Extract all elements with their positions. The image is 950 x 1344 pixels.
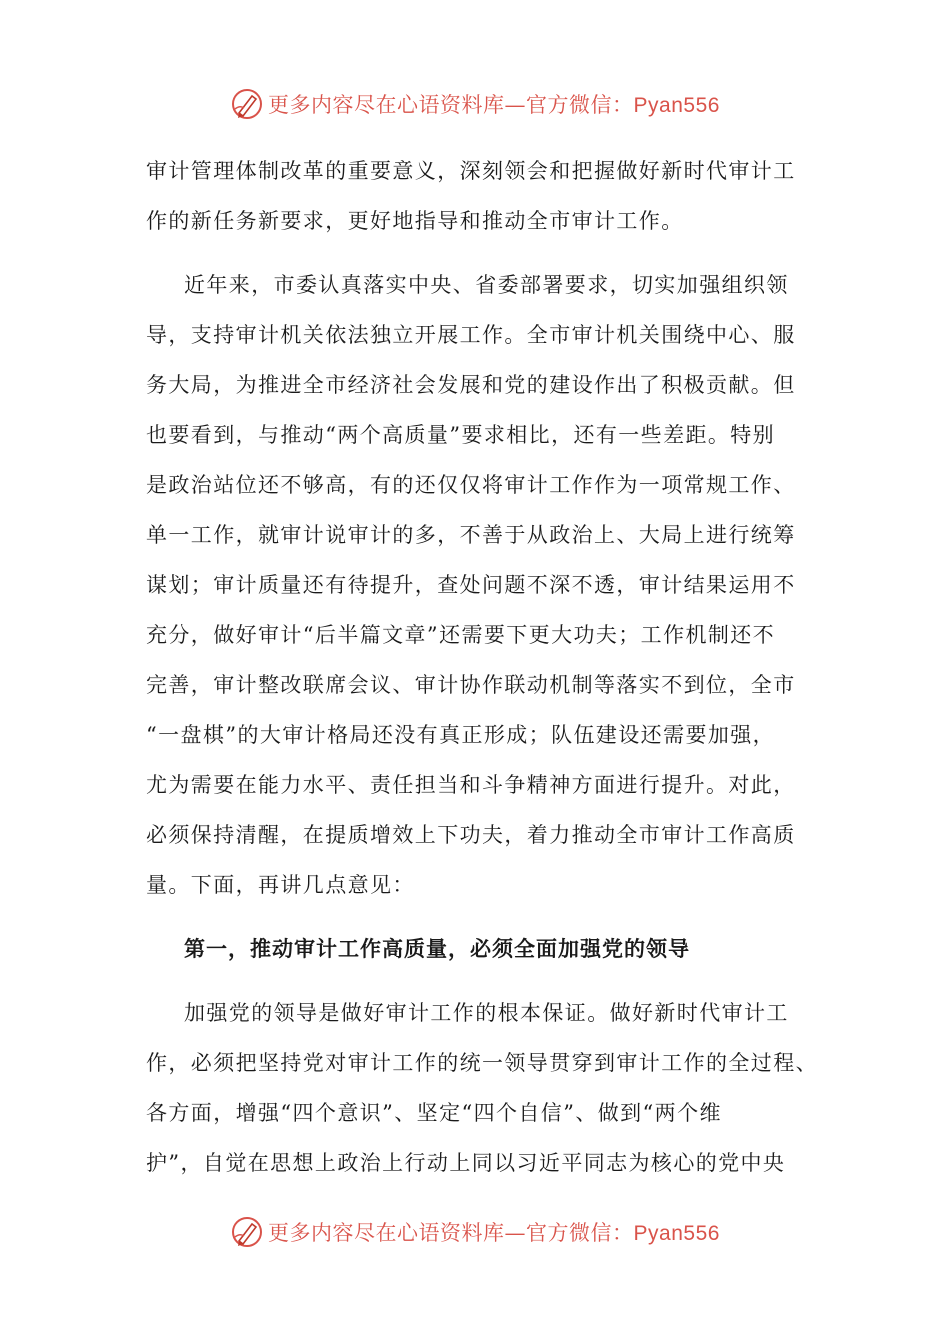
text-line: 作的新任务新要求，更好地指导和推动全市审计工作。	[146, 209, 684, 233]
text-line: 尤为需要在能力水平、责任担当和斗争精神方面进行提升。对此，	[146, 773, 796, 797]
text-line: 是政治站位还不够高，有的还仅仅将审计工作作为一项常规工作、	[146, 473, 796, 497]
header-banner-id: Pyan556	[633, 94, 720, 117]
footer-banner-text	[268, 1217, 720, 1247]
footer-banner-dash: —	[504, 1221, 527, 1245]
text-line: 导，支持审计机关依法独立开展工作。全市审计机关围绕中心、服	[146, 323, 796, 347]
section-heading-1	[146, 924, 826, 974]
text-line: 务大局，为推进全市经济社会发展和党的建设作出了积极贡献。但	[146, 373, 796, 397]
footer-banner-id: Pyan556	[633, 1222, 720, 1245]
text-line: 完善，审计整改联席会议、审计协作联动机制等落实不到位，全市	[146, 673, 796, 697]
header-banner-text	[268, 89, 720, 119]
paragraph-2	[146, 260, 826, 910]
footer-banner-main: 更多内容尽在心语资料库	[268, 1221, 505, 1245]
text-line: 审计管理体制改革的重要意义，深刻领会和把握做好新时代审计工	[146, 159, 796, 183]
text-line: 加强党的领导是做好审计工作的根本保证。做好新时代审计工	[184, 1001, 789, 1025]
text-line: 必须保持清醒，在提质增效上下功夫，着力推动全市审计工作高质	[146, 823, 796, 847]
text-line: “一盘棋”的大审计格局还没有真正形成；队伍建设还需要加强，	[146, 723, 776, 747]
heading-text: 第一，推动审计工作高质量，必须全面加强党的领导	[184, 936, 690, 961]
header-banner-dash: —	[504, 93, 527, 117]
header-banner	[0, 82, 950, 126]
document-body	[146, 146, 826, 1188]
text-line: 护”，自觉在思想上政治上行动上同以习近平同志为核心的党中央	[146, 1151, 786, 1175]
pen-logo-icon	[230, 87, 264, 121]
footer-banner	[0, 1210, 950, 1254]
header-banner-main: 更多内容尽在心语资料库	[268, 93, 505, 117]
text-line: 量。下面，再讲几点意见：	[146, 873, 415, 897]
text-line: 单一工作，就审计说审计的多，不善于从政治上、大局上进行统筹	[146, 523, 796, 547]
pen-logo-icon	[230, 1215, 264, 1249]
text-line: 近年来，市委认真落实中央、省委部署要求，切实加强组织领	[184, 273, 789, 297]
text-line: 谋划；审计质量还有待提升，查处问题不深不透，审计结果运用不	[146, 573, 796, 597]
text-line: 各方面，增强“四个意识”、坚定“四个自信”、做到“两个维	[146, 1101, 722, 1125]
footer-banner-label: 官方微信：	[526, 1221, 634, 1245]
paragraph-3	[146, 988, 826, 1188]
paragraph-1	[146, 146, 826, 246]
text-line: 也要看到，与推动“两个高质量”要求相比，还有一些差距。特别	[146, 423, 776, 447]
text-line: 作，必须把坚持党对审计工作的统一领导贯穿到审计工作的全过程、	[146, 1051, 818, 1075]
header-banner-label: 官方微信：	[526, 93, 634, 117]
text-line: 充分，做好审计“后半篇文章”还需要下更大功夫；工作机制还不	[146, 623, 776, 647]
